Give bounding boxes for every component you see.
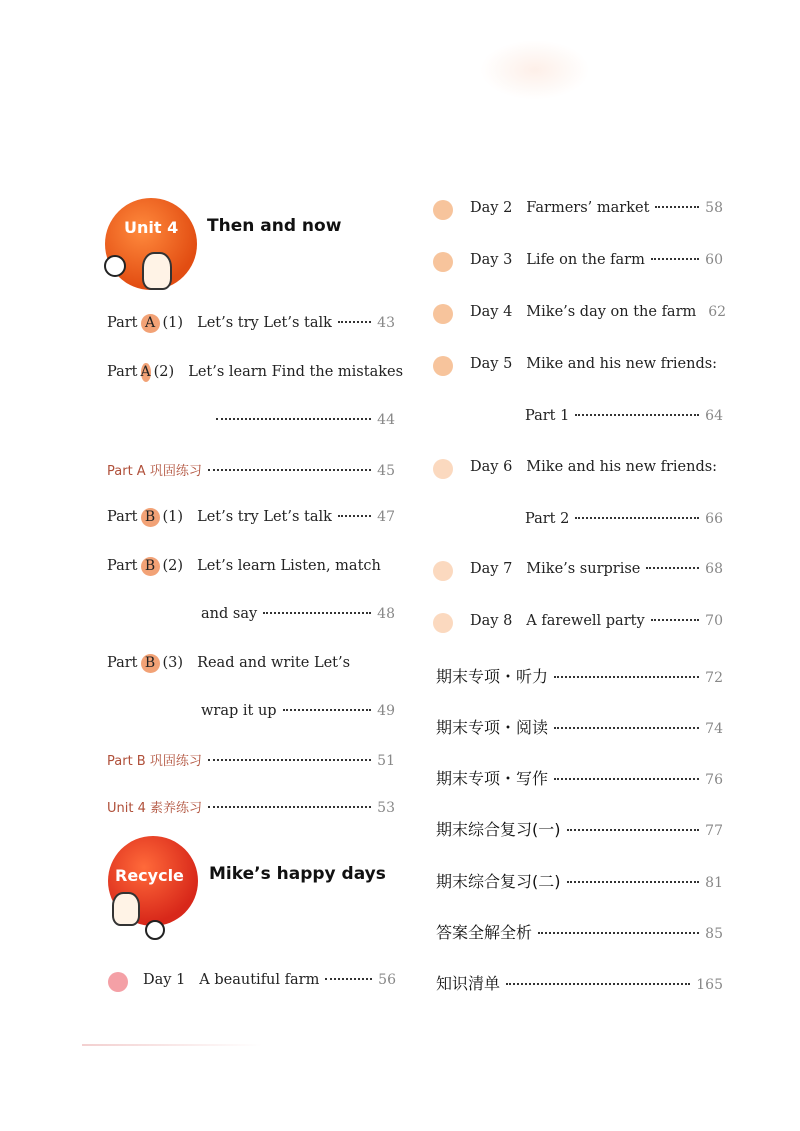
- day-dot-icon: [433, 304, 453, 324]
- final-text: 答案全解全析: [436, 923, 533, 942]
- part-num: (2): [162, 558, 184, 574]
- mascot-icon: [112, 892, 140, 926]
- part-prefix: Part: [107, 655, 138, 671]
- toc-row[interactable]: [107, 314, 395, 333]
- day-label: Day 7: [470, 561, 513, 577]
- day-row-left[interactable]: [108, 970, 396, 994]
- page-number: 44: [377, 412, 395, 428]
- day-label: Day 3: [470, 252, 513, 268]
- day-text: Mike and his new friends:: [526, 459, 718, 475]
- day-label: Day 6: [470, 459, 513, 475]
- day-text: A beautiful farm: [199, 972, 320, 988]
- page-number: 53: [377, 800, 395, 816]
- toc-entry-text: Let’s learn Listen, match: [197, 558, 381, 574]
- recycle-title: Mike’s happy days: [209, 864, 386, 884]
- part-prefix: Part: [107, 315, 138, 331]
- day-text-cont: Part 1: [525, 408, 570, 424]
- page-number: 47: [377, 509, 395, 525]
- part-num: (1): [162, 509, 184, 525]
- toc-row[interactable]: [107, 460, 395, 479]
- final-text: 期末综合复习(一): [436, 820, 561, 839]
- leader-dots: [575, 517, 699, 519]
- toc-row-continued[interactable]: [210, 412, 395, 428]
- day-label: Day 4: [470, 304, 513, 320]
- day-dot-icon: [433, 613, 453, 633]
- part-circle: A: [141, 314, 160, 333]
- day-row[interactable]: [433, 250, 723, 274]
- day-text: Mike’s day on the farm: [526, 304, 697, 320]
- final-text: 知识清单: [436, 974, 501, 993]
- final-row[interactable]: [436, 664, 723, 687]
- final-text: 期末专项・阅读: [436, 718, 549, 737]
- day-row[interactable]: [433, 198, 723, 222]
- page-number: 72: [705, 670, 723, 686]
- toc-row[interactable]: [107, 557, 395, 576]
- page-number: 45: [377, 463, 395, 479]
- leader-dots: [554, 727, 699, 729]
- day-dot-icon: [433, 200, 453, 220]
- page-number: 60: [705, 252, 723, 268]
- page-number: 56: [378, 972, 396, 988]
- page-number: 68: [705, 561, 723, 577]
- day-text-cont: Part 2: [525, 511, 570, 527]
- toc-entry-text: Part A 巩固练习: [107, 464, 202, 479]
- part-circle: B: [141, 654, 160, 673]
- recycle-badge-label: Recycle: [115, 866, 184, 885]
- leader-dots: [208, 806, 371, 808]
- day-text: Mike and his new friends:: [526, 356, 718, 372]
- page-number: 48: [377, 606, 395, 622]
- leader-dots: [283, 709, 372, 711]
- part-prefix: Part: [107, 558, 138, 574]
- page-number: 165: [696, 977, 723, 993]
- page-number: 81: [705, 875, 723, 891]
- part-num: (1): [162, 315, 184, 331]
- final-row[interactable]: [436, 920, 723, 943]
- page-number: 62: [708, 304, 727, 320]
- leader-dots: [338, 515, 371, 517]
- final-text: 期末综合复习(二): [436, 872, 561, 891]
- toc-row[interactable]: [107, 750, 395, 769]
- leader-dots: [554, 778, 699, 780]
- part-prefix: Part: [107, 509, 138, 525]
- toc-row[interactable]: [107, 654, 395, 673]
- toc-row-continued[interactable]: [201, 606, 395, 622]
- toc-row[interactable]: [107, 797, 395, 816]
- toc-entry-text: Read and write Let’s: [197, 655, 351, 671]
- scan-line: [82, 1044, 262, 1046]
- day-label: Day 8: [470, 613, 513, 629]
- day-text: Life on the farm: [526, 252, 645, 268]
- toc-entry-text: Let’s learn Find the mistakes: [188, 364, 404, 380]
- day-row[interactable]: [433, 354, 723, 428]
- toc-entry-text: Unit 4 素养练习: [107, 801, 202, 816]
- day-text: Farmers’ market: [526, 200, 650, 216]
- toc-entry-text-cont: wrap it up: [201, 703, 277, 719]
- leader-dots: [325, 978, 372, 980]
- page-number: 85: [705, 926, 723, 942]
- toc-entry-text: Part B 巩固练习: [107, 754, 202, 769]
- football-icon: [104, 255, 126, 277]
- day-dot-icon: [433, 356, 453, 376]
- page-number: 58: [705, 200, 723, 216]
- part-circle: B: [141, 557, 160, 576]
- day-row[interactable]: [433, 559, 723, 583]
- day-text: Mike’s surprise: [526, 561, 641, 577]
- part-num: (2): [153, 364, 175, 380]
- final-text: 期末专项・写作: [436, 769, 549, 788]
- page-number: 66: [705, 511, 723, 527]
- page-number: 51: [377, 753, 395, 769]
- page-number: 43: [377, 315, 395, 331]
- leader-dots: [655, 206, 699, 208]
- leader-dots: [506, 983, 690, 985]
- leader-dots: [646, 567, 699, 569]
- part-circle: B: [141, 508, 160, 527]
- toc-row[interactable]: [107, 508, 395, 527]
- toc-row[interactable]: [107, 363, 404, 382]
- day-dot-icon: [433, 561, 453, 581]
- part-num: (3): [162, 655, 184, 671]
- toc-entry-text-cont: and say: [201, 606, 258, 622]
- final-row[interactable]: [436, 766, 723, 789]
- final-row[interactable]: [436, 715, 723, 738]
- page-number: 74: [705, 721, 723, 737]
- day-label: Day 5: [470, 356, 513, 372]
- toc-entry-text: Let’s try Let’s talk: [197, 509, 332, 525]
- leader-dots: [216, 418, 371, 420]
- final-text: 期末专项・听力: [436, 667, 549, 686]
- leader-dots: [208, 759, 371, 761]
- part-circle: A: [140, 364, 151, 380]
- page-number: 70: [705, 613, 723, 629]
- final-row[interactable]: [436, 971, 723, 994]
- final-row[interactable]: [436, 817, 723, 840]
- day-dot-icon: [433, 252, 453, 272]
- leader-dots: [575, 414, 699, 416]
- part-prefix: Part: [107, 364, 138, 380]
- day-row[interactable]: [433, 302, 727, 326]
- leader-dots: [208, 469, 371, 471]
- leader-dots: [567, 829, 700, 831]
- leader-dots: [338, 321, 371, 323]
- leader-dots: [554, 676, 699, 678]
- unit4-title: Then and now: [207, 216, 342, 236]
- toc-entry-text: Let’s try Let’s talk: [197, 315, 332, 331]
- day-row[interactable]: [433, 457, 723, 531]
- leader-dots: [651, 619, 700, 621]
- scan-smudge: [480, 40, 590, 100]
- leader-dots: [538, 932, 699, 934]
- football-icon: [145, 920, 165, 940]
- day-dot-icon: [433, 459, 453, 479]
- unit4-badge-label: Unit 4: [124, 218, 179, 237]
- day-label: Day 1: [143, 972, 186, 988]
- page-number: 76: [705, 772, 723, 788]
- page-number: 49: [377, 703, 395, 719]
- day-text: A farewell party: [526, 613, 645, 629]
- leader-dots: [263, 612, 371, 614]
- day-label: Day 2: [470, 200, 513, 216]
- leader-dots: [651, 258, 699, 260]
- mascot-icon: [142, 252, 172, 290]
- page-number: 77: [705, 823, 723, 839]
- toc-row-continued[interactable]: [201, 703, 395, 719]
- day-dot-icon: [108, 972, 128, 992]
- page-number: 64: [705, 408, 723, 424]
- leader-dots: [567, 881, 700, 883]
- final-row[interactable]: [436, 869, 723, 892]
- day-row[interactable]: [433, 611, 723, 635]
